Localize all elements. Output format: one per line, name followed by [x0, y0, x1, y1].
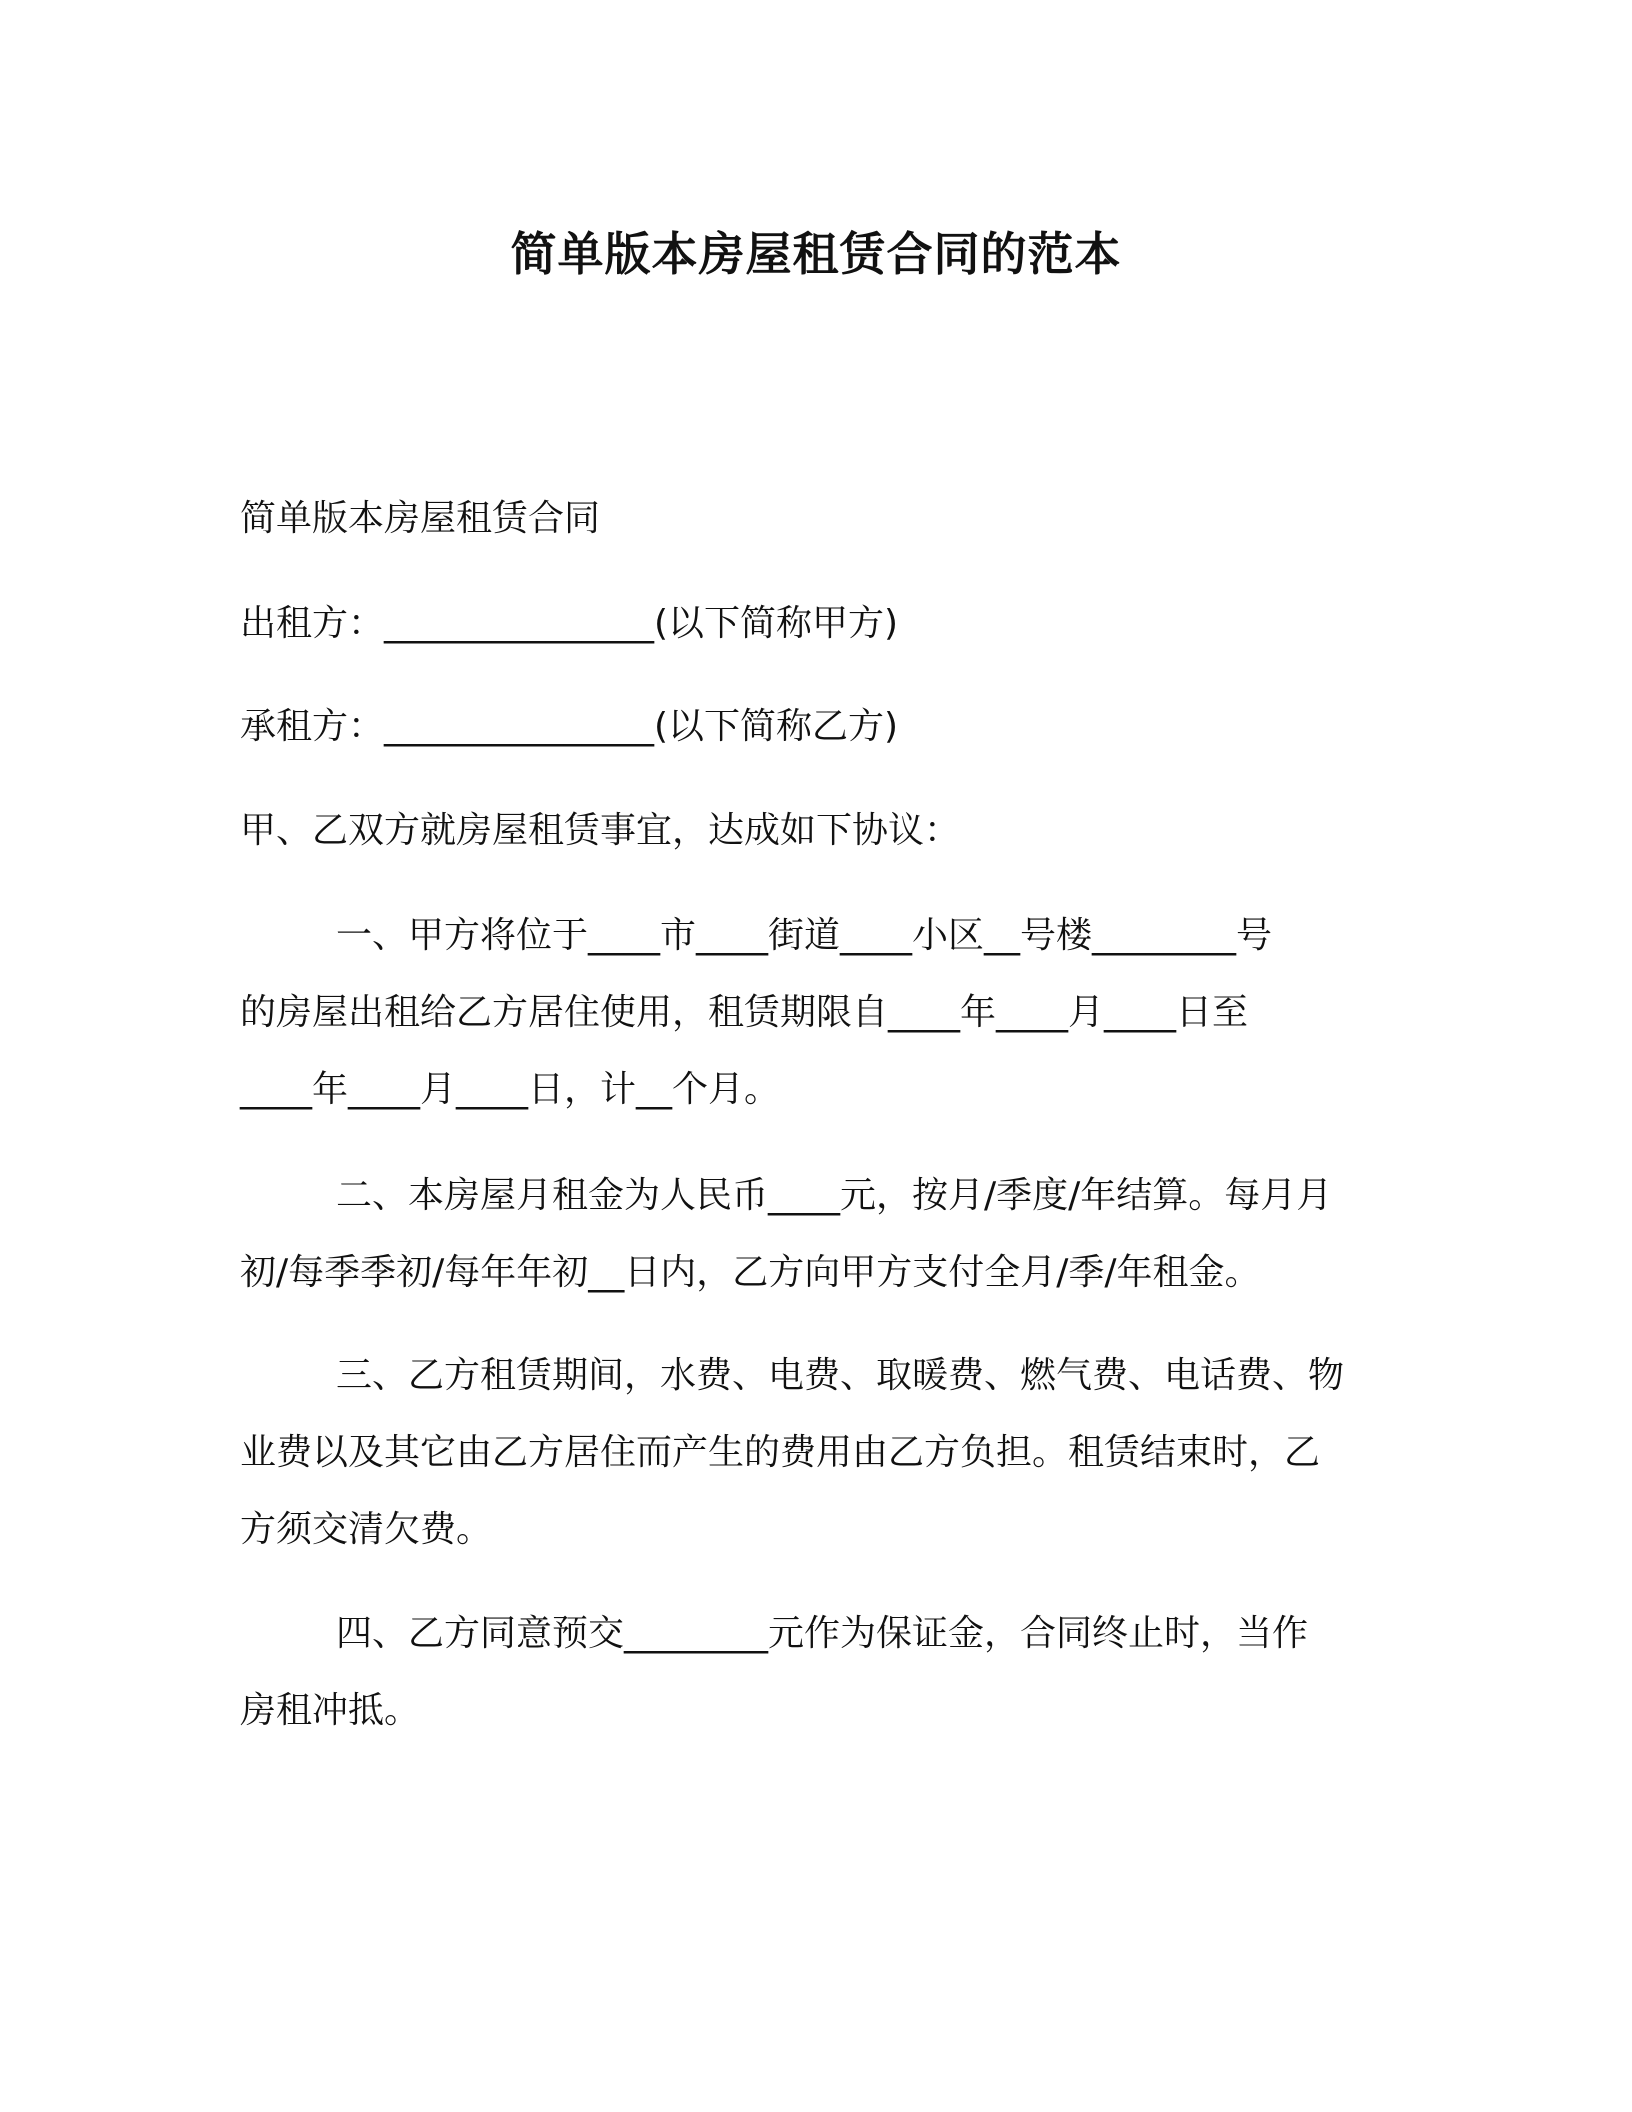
- clause-4-line-1: 四、乙方同意预交________元作为保证金，合同终止时，当作: [336, 1613, 1309, 1654]
- clause-1-line-3: ____年____月____日，计__个月。: [240, 1069, 781, 1110]
- lessee-line: 承租方：_______________(以下简称乙方): [240, 706, 899, 747]
- clause-3: [240, 1337, 1390, 1568]
- intro-line: 甲、乙双方就房屋租赁事宜，达成如下协议：: [240, 810, 961, 851]
- clause-1: [240, 897, 1390, 1128]
- clause-1-line-1: 一、甲方将位于____市____街道____小区__号楼________号: [336, 915, 1273, 956]
- clause-2-line-1: 二、本房屋月租金为人民币____元，按月/季度/年结算。每月月: [336, 1175, 1333, 1216]
- clause-4: [240, 1595, 1390, 1749]
- clause-2: [240, 1157, 1390, 1311]
- clause-3-line-3: 方须交清欠费。: [240, 1509, 493, 1550]
- clause-1-line-2: 的房屋出租给乙方居住使用，租赁期限自____年____月____日至: [240, 992, 1249, 1033]
- clause-2-line-2: 初/每季季初/每年年初__日内，乙方向甲方支付全月/季/年租金。: [240, 1252, 1261, 1293]
- contract-subtitle: 简单版本房屋租赁合同: [240, 498, 601, 539]
- document-title: 简单版本房屋租赁合同的范本: [510, 227, 1122, 281]
- clause-3-line-2: 业费以及其它由乙方居住而产生的费用由乙方负担。租赁结束时，乙: [240, 1432, 1321, 1473]
- clause-3-line-1: 三、乙方租赁期间，水费、电费、取暖费、燃气费、电话费、物: [336, 1355, 1345, 1396]
- lessor-line: 出租方：_______________(以下简称甲方): [240, 603, 899, 644]
- clause-4-line-2: 房租冲抵。: [240, 1690, 421, 1731]
